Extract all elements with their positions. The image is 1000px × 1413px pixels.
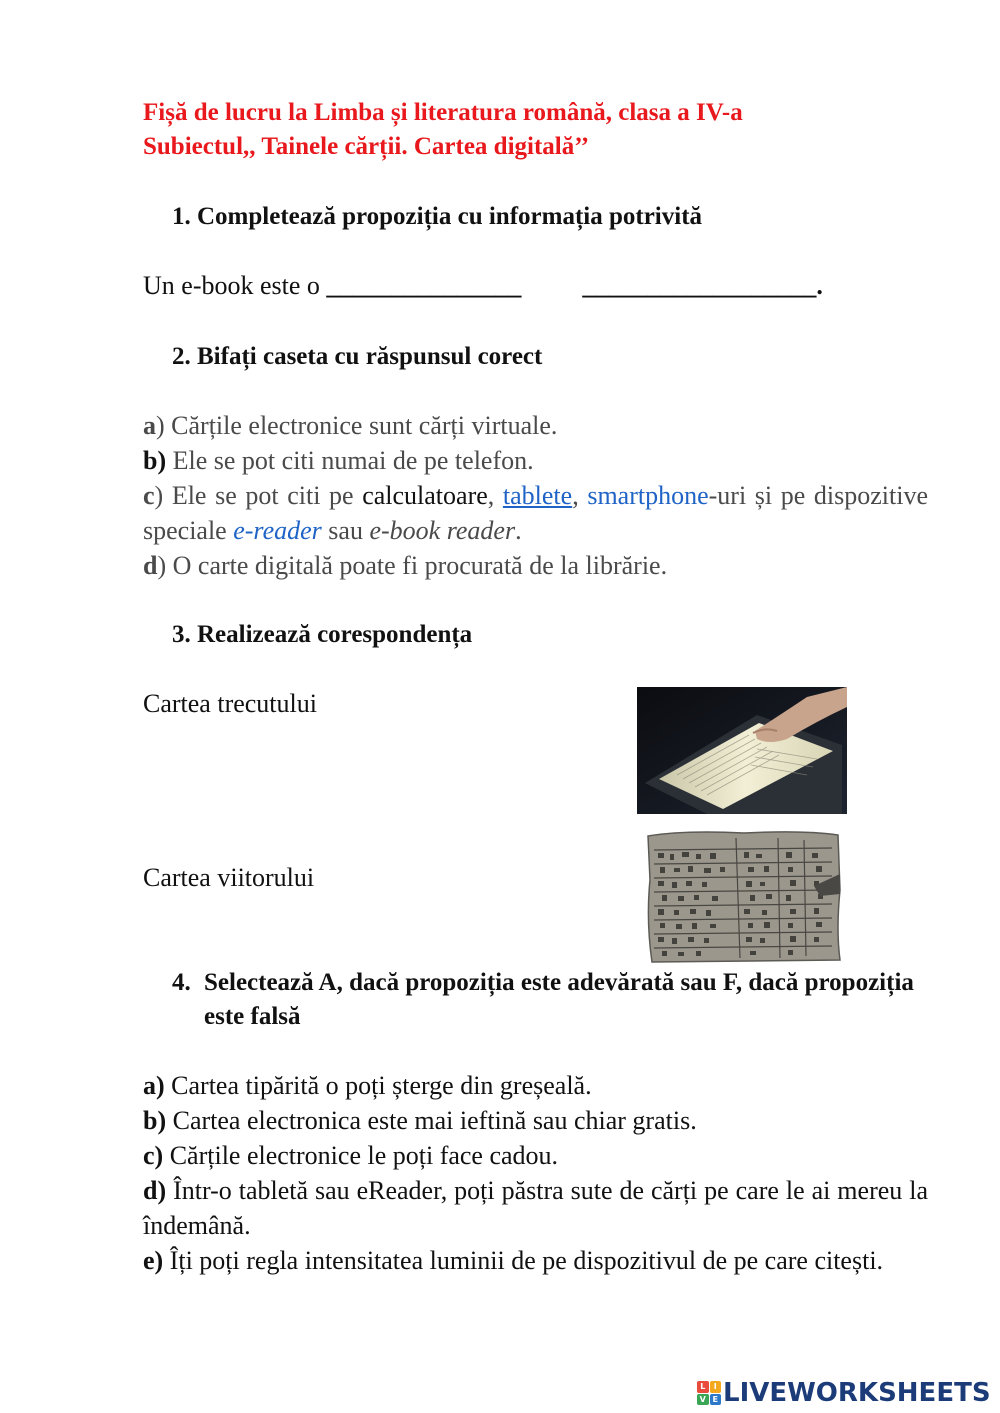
q2-option-c-calculatoare: calculatoare — [362, 481, 488, 510]
q4-statement-e[interactable] — [143, 1243, 928, 1278]
q2-option-c[interactable] — [143, 478, 928, 548]
q2-option-c-dot: . — [515, 516, 522, 545]
q3-heading — [172, 618, 472, 652]
q3-number: 3. — [172, 621, 191, 648]
q1-sentence — [143, 268, 943, 303]
q4-statement-c-text: Cărțile electronice le poți face cadou. — [163, 1141, 559, 1170]
q4-number: 4. — [172, 969, 191, 996]
q4-statement-b[interactable] — [143, 1103, 928, 1138]
q2-heading-text: Bifați caseta cu răspunsul corect — [197, 343, 543, 370]
q2-option-c-letter: c — [143, 481, 155, 510]
q2-number: 2. — [172, 343, 191, 370]
q2-option-b-letter: b) — [143, 446, 167, 475]
q2-options — [143, 408, 928, 583]
liveworksheets-logo[interactable] — [697, 1376, 991, 1410]
q4-statement-a[interactable] — [143, 1068, 928, 1103]
q2-option-d-letter: d — [143, 551, 158, 580]
q3-left-item-2[interactable]: Cartea viitorului — [143, 863, 315, 892]
q3-left-item-1[interactable]: Cartea trecutului — [143, 689, 317, 718]
q1-heading-text: Completează propoziția cu informația potrivită — [197, 203, 703, 230]
q2-option-b-text: Ele se pot citi numai de pe telefon. — [166, 446, 534, 475]
q2-option-a-letter: a — [143, 411, 156, 440]
q2-option-c-comma: , — [487, 481, 503, 510]
clay-tablet-illustration — [644, 830, 842, 964]
q2-option-c-ebook-reader: e-book reader — [369, 516, 516, 545]
title-line-2: Subiectul,, Tainele cărții. Cartea digitală’’ — [143, 133, 590, 160]
q2-option-c-tablete-link[interactable]: tablete — [502, 481, 573, 510]
q4-heading — [172, 966, 942, 1034]
q2-option-c-sau: sau — [321, 516, 370, 545]
q2-option-d-text: ) O carte digitală poate fi procurată de la librărie. — [157, 551, 668, 580]
tablet-ebook-illustration — [637, 687, 847, 814]
q2-option-c-smartphone: smartphone — [587, 481, 709, 510]
q4-statement-b-text: Cartea electronica este mai ieftină sau chiar gratis. — [166, 1106, 697, 1135]
q4-statement-d-text: Într-o tabletă sau eReader, poți păstra sute de cărți pe care le ai mereu la îndemână. — [143, 1176, 928, 1240]
q1-blank-1[interactable]: _______________ — [326, 271, 522, 300]
q1-number: 1. — [172, 203, 191, 230]
q3-heading-text: Realizează corespondența — [197, 621, 473, 648]
q4-statement-e-text: Îți poți regla intensitatea luminii de pe dispozitivul de pe care citești. — [163, 1246, 884, 1275]
q4-statement-d[interactable] — [143, 1173, 928, 1243]
q2-option-d[interactable] — [143, 548, 928, 583]
liveworksheets-logo-text: LIVEWORKSHEETS — [723, 1378, 991, 1408]
liveworksheets-logo-icon: L I V E — [697, 1381, 721, 1405]
q2-option-c-text-2: -uri și pe dispozitive speciale — [143, 481, 929, 545]
q2-heading — [172, 340, 542, 374]
q4-statement-e-letter: e) — [143, 1246, 164, 1275]
q4-statement-b-letter: b) — [143, 1106, 167, 1135]
q4-statement-c-letter: c) — [143, 1141, 164, 1170]
worksheet-title — [143, 96, 943, 164]
q4-statement-a-letter: a) — [143, 1071, 165, 1100]
q4-statements — [143, 1068, 928, 1278]
clay-tablet-image[interactable] — [644, 830, 842, 964]
title-line-1: Fișă de lucru la Limba și literatura română, clasa a IV-a — [143, 99, 743, 126]
q4-statement-c[interactable] — [143, 1138, 928, 1173]
q4-heading-text: Selectează A, dacă propoziția este adevărată sau F, dacă propoziția este falsă — [204, 969, 914, 1030]
q1-heading — [172, 200, 702, 234]
q2-option-b[interactable] — [143, 443, 928, 478]
q2-option-a-text: ) Cărțile electronice sunt cărți virtuale. — [156, 411, 558, 440]
q1-sentence-start: Un e-book este o — [143, 271, 320, 300]
q2-option-c-text: ) Ele se pot citi pe — [154, 481, 363, 510]
q2-option-c-ereader: e-reader — [233, 516, 322, 545]
q1-blank-2[interactable]: __________________. — [582, 271, 823, 300]
q4-statement-a-text: Cartea tipărită o poți șterge din greșeală. — [164, 1071, 592, 1100]
tablet-ebook-image[interactable] — [637, 687, 847, 814]
q4-statement-d-letter: d) — [143, 1176, 167, 1205]
q2-option-a[interactable] — [143, 408, 928, 443]
q2-option-c-comma: , — [572, 481, 588, 510]
